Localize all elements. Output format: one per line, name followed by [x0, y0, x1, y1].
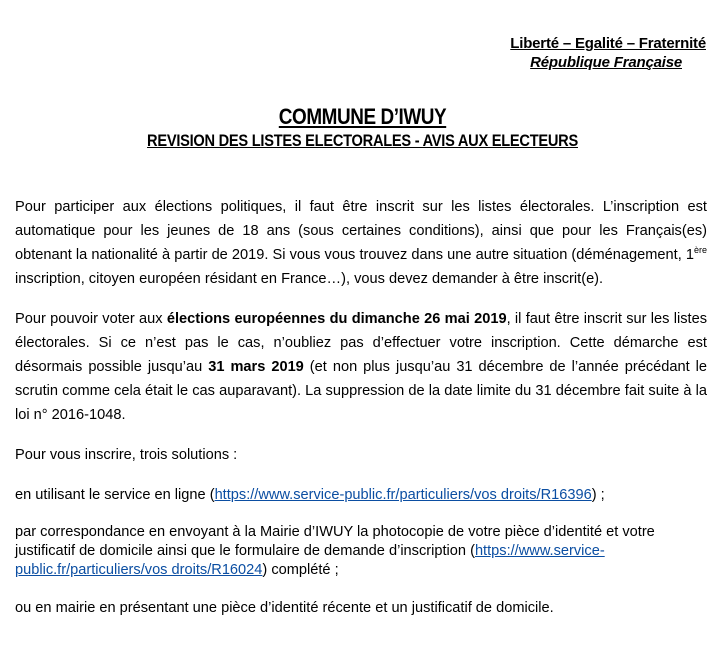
header-motto	[510, 34, 706, 72]
page-title: COMMUNE D’IWUY	[278, 104, 447, 129]
page-subtitle: REVISION DES LISTES ELECTORALES - AVIS AUX ELECTEURS	[147, 131, 578, 150]
elections-text-3: (et non plus jusqu’au 31 décembre de l’année précédant le scrutin comme cela était le cas auparavant). La suppression de la date limite du 31 décembre fait suite à la loi n° 2016-1048.	[15, 359, 707, 423]
elections-text-1: Pour pouvoir voter aux	[15, 311, 167, 327]
elections-bold-deadline: 31 mars 2019	[208, 359, 304, 375]
paragraph-intro	[15, 195, 707, 291]
paragraph-mail	[15, 523, 707, 580]
republic-text: République Française	[530, 54, 682, 71]
online-text-1: en utilisant le service en ligne (	[15, 487, 215, 503]
motto-text: Liberté – Egalité – Fraternité	[510, 35, 706, 52]
online-text-2: ) ;	[591, 487, 605, 503]
intro-text-2: inscription, citoyen européen résidant en France…), vous devez demander à être inscrit(e).	[15, 271, 604, 287]
paragraph-townhall: ou en mairie en présentant une pièce d’identité récente et un justificatif de domicile.	[15, 600, 554, 616]
mail-text-1: par correspondance en envoyant à la Mairie d’IWUY la photocopie de votre pièce d’identité et votre justificatif de domicile ainsi que le formulaire de demande d’inscription (	[15, 524, 655, 559]
online-service-link[interactable]: https://www.service-public.fr/particuliers/vos droits/R16396	[214, 487, 592, 503]
paragraph-elections	[15, 307, 707, 427]
intro-superscript: ère	[693, 245, 707, 256]
document-body	[15, 195, 707, 620]
elections-bold-date: élections européennes du dimanche 26 mai 2019	[166, 311, 507, 327]
title-block	[0, 104, 725, 152]
mail-form-link[interactable]: https://www.service-public.fr/particuliers/vos droits/R16024	[15, 543, 605, 578]
paragraph-online	[15, 483, 707, 507]
mail-text-2: ) complété ;	[262, 562, 339, 578]
intro-text-1: Pour participer aux élections politiques, il faut être inscrit sur les listes électorales. L’inscription est automatique pour les jeunes de 18 ans (sous certaines conditions), ainsi que pour les Français(es) obtenant la nationalité à partir de 2019. Si vous vous trouvez dans une autre situation (déménagement, 1	[15, 199, 707, 263]
paragraph-solutions: Pour vous inscrire, trois solutions :	[15, 447, 238, 463]
elections-text-2: , il faut être inscrit sur les listes électorales. Si ce n’est pas le cas, n’oubliez pas d’effectuer votre inscription. Cette démarche est désormais possible jusqu’au	[15, 311, 707, 375]
